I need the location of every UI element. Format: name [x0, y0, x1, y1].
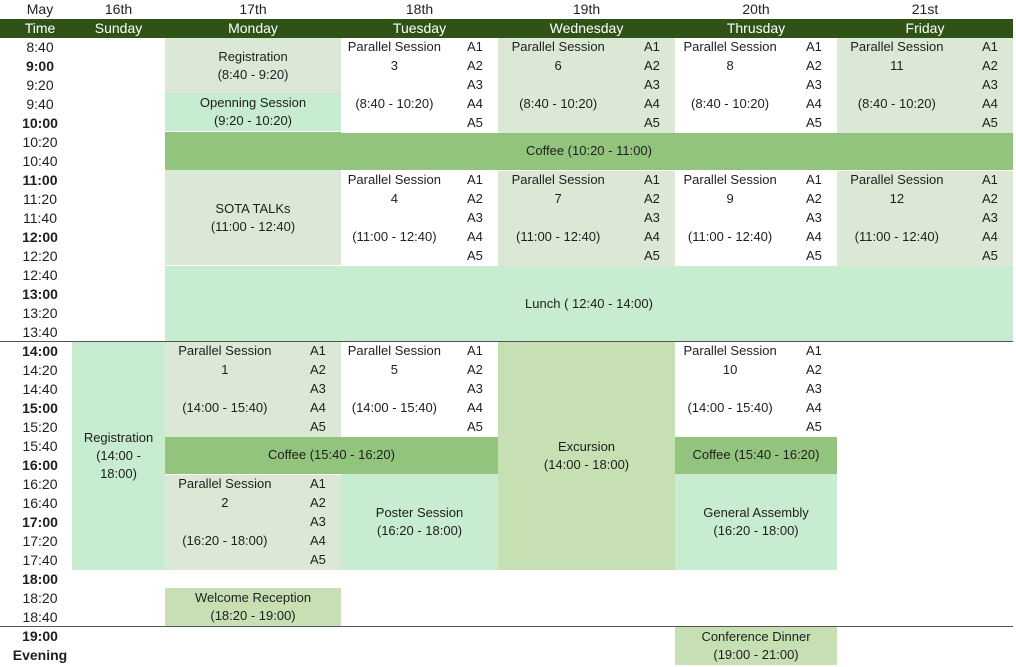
room-label: A2 — [806, 362, 822, 377]
sota-title: SOTA TALKs — [215, 200, 291, 216]
day-header: Wednesday — [498, 19, 675, 38]
room-label: A2 — [982, 58, 998, 73]
opening-session-block — [165, 93, 341, 131]
room-label: A3 — [806, 381, 822, 396]
time-label: 16:40 — [22, 495, 58, 511]
room-label: A1 — [644, 172, 660, 187]
parallel-session-block — [165, 342, 341, 437]
time-label: 9:40 — [26, 96, 54, 112]
room-label: A4 — [644, 229, 660, 244]
welcome-title: Welcome Reception — [194, 590, 312, 605]
dinner-title: Conference Dinner — [701, 629, 811, 644]
time-label: 15:40 — [22, 438, 58, 454]
parallel-session-block — [341, 171, 498, 266]
parallel-session-label: Parallel Session — [511, 172, 605, 187]
time-label: 17:20 — [22, 533, 58, 549]
room-label: A2 — [467, 191, 483, 206]
day-header: Friday — [837, 19, 1013, 38]
parallel-session-number: 8 — [726, 58, 734, 73]
parallel-session-block — [341, 38, 498, 133]
opening-time: (9:20 - 10:20) — [213, 113, 293, 128]
room-label: A3 — [467, 381, 483, 396]
time-label: 18:00 — [22, 571, 58, 587]
room-label: A5 — [310, 552, 326, 567]
evening-divider — [0, 626, 1013, 627]
time-label: 19:00 — [22, 628, 58, 644]
parallel-session-block — [675, 171, 837, 266]
room-label: A2 — [644, 191, 660, 206]
parallel-session-label: Parallel Session — [178, 476, 272, 491]
month-label: May — [26, 1, 54, 17]
room-label: A4 — [806, 400, 822, 415]
day-header: Thrusday — [675, 19, 837, 38]
room-label: A4 — [310, 400, 326, 415]
parallel-session-label: Parallel Session — [850, 172, 944, 187]
afternoon-divider — [0, 341, 1013, 342]
excursion-block — [498, 342, 675, 570]
parallel-session-number: 1 — [221, 362, 229, 377]
room-label: A4 — [644, 96, 660, 111]
room-label: A2 — [982, 191, 998, 206]
excursion-time: (14:00 - 18:00) — [543, 457, 630, 472]
parallel-session-label: Parallel Session — [347, 39, 441, 54]
time-label: 17:40 — [22, 552, 58, 568]
welcome-time: (18:20 - 19:00) — [210, 608, 296, 623]
time-label: 8:40 — [26, 39, 54, 55]
poster-session-block — [341, 474, 498, 570]
time-label: 10:40 — [22, 153, 58, 169]
room-label: A2 — [467, 362, 483, 377]
poster-time: (16:20 - 18:00) — [376, 523, 463, 538]
registration-sun-line3: 18:00) — [100, 466, 137, 481]
parallel-session-time: (8:40 - 10:20) — [691, 96, 770, 111]
room-label: A3 — [310, 514, 326, 529]
room-label: A1 — [806, 343, 822, 358]
room-label: A5 — [806, 419, 822, 434]
room-label: A5 — [806, 248, 822, 263]
coffee-mon-title: Coffee (15:40 - 16:20) — [268, 447, 395, 462]
room-label: A5 — [467, 248, 483, 263]
room-label: A5 — [982, 248, 998, 263]
time-label: 13:40 — [22, 324, 58, 340]
time-label: Evening — [12, 647, 68, 663]
room-label: A5 — [310, 419, 326, 434]
room-label: A1 — [467, 343, 483, 358]
parallel-session-label: Parallel Session — [683, 39, 777, 54]
parallel-session-label: Parallel Session — [178, 343, 272, 358]
time-label: 12:20 — [22, 248, 58, 264]
parallel-session-block — [498, 38, 675, 133]
parallel-session-time: (8:40 - 10:20) — [519, 96, 598, 111]
registration-monday-block — [165, 38, 341, 93]
room-label: A2 — [310, 495, 326, 510]
parallel-session-time: (8:40 - 10:20) — [857, 96, 936, 111]
room-label: A3 — [982, 210, 998, 225]
parallel-session-number: 11 — [890, 58, 904, 73]
assembly-title: General Assembly — [703, 505, 809, 520]
room-label: A1 — [467, 172, 483, 187]
time-label: 16:00 — [22, 457, 58, 473]
registration-title: Registration — [218, 48, 288, 64]
parallel-session-block — [675, 38, 837, 133]
time-label: 9:20 — [26, 77, 54, 93]
parallel-session-label: Parallel Session — [683, 172, 777, 187]
coffee-morning-block — [165, 132, 1013, 170]
sota-time: (11:00 - 12:40) — [210, 218, 296, 234]
room-label: A4 — [806, 96, 822, 111]
coffee-monday-pm-block — [165, 436, 498, 474]
parallel-session-time: (14:00 - 15:40) — [182, 400, 268, 415]
day-header: Monday — [165, 19, 341, 38]
parallel-session-label: Parallel Session — [511, 39, 605, 54]
time-label: 14:00 — [22, 343, 58, 359]
room-label: A2 — [467, 58, 483, 73]
parallel-session-time: (16:20 - 18:00) — [182, 533, 268, 548]
day-header: Sunday — [72, 19, 165, 38]
room-label: A2 — [310, 362, 326, 377]
parallel-session-number: 5 — [390, 362, 398, 377]
room-label: A1 — [806, 39, 822, 54]
time-label: 14:40 — [22, 381, 58, 397]
registration-sunday-block — [72, 342, 165, 570]
parallel-session-time: (14:00 - 15:40) — [687, 400, 773, 415]
room-label: A1 — [644, 39, 660, 54]
room-label: A1 — [310, 343, 326, 358]
coffee-thursday-pm-block — [675, 436, 837, 474]
date-header: 21st — [911, 1, 939, 17]
room-label: A3 — [644, 77, 660, 92]
dinner-time: (19:00 - 21:00) — [713, 647, 799, 662]
parallel-session-number: 10 — [722, 362, 738, 377]
parallel-session-time: (8:40 - 10:20) — [355, 96, 434, 111]
room-label: A3 — [982, 77, 998, 92]
parallel-session-number: 6 — [554, 58, 562, 73]
time-label: 15:20 — [22, 419, 58, 435]
room-label: A2 — [644, 58, 660, 73]
time-label: 18:40 — [22, 609, 58, 625]
parallel-session-number: 12 — [889, 191, 905, 206]
room-label: A4 — [467, 229, 483, 244]
time-label: 11:00 — [22, 172, 58, 188]
parallel-session-time: (11:00 - 12:40) — [352, 229, 437, 244]
date-header: 17th — [239, 1, 267, 17]
parallel-session-number: 9 — [726, 191, 734, 206]
room-label: A4 — [310, 533, 326, 548]
sota-talks-block — [165, 170, 341, 265]
time-label: 15:00 — [22, 400, 58, 416]
conference-dinner-block — [675, 627, 837, 665]
time-column-header: Time — [0, 19, 80, 38]
room-label: A3 — [310, 381, 326, 396]
room-label: A4 — [806, 229, 822, 244]
time-label: 10:00 — [22, 115, 58, 131]
parallel-session-block — [165, 475, 341, 570]
welcome-reception-block — [165, 588, 341, 626]
time-label: 12:00 — [22, 229, 58, 245]
room-label: A4 — [982, 96, 998, 111]
room-label: A3 — [806, 210, 822, 225]
parallel-session-block — [837, 171, 1013, 266]
parallel-session-number: 7 — [554, 191, 562, 206]
room-label: A2 — [806, 58, 822, 73]
room-label: A1 — [982, 172, 998, 187]
time-label: 10:20 — [22, 134, 58, 150]
time-label: 18:20 — [22, 590, 58, 606]
room-label: A5 — [467, 419, 483, 434]
date-header: 16th — [104, 1, 133, 17]
time-label: 11:40 — [23, 210, 57, 226]
room-label: A5 — [806, 115, 822, 130]
room-label: A1 — [982, 39, 998, 54]
time-label: 13:20 — [22, 305, 58, 321]
parallel-session-time: (11:00 - 12:40) — [687, 229, 773, 244]
room-label: A4 — [467, 400, 483, 415]
time-label: 9:00 — [25, 58, 55, 74]
registration-sun-line2: (14:00 - — [96, 448, 141, 463]
opening-title: Openning Session — [199, 95, 307, 110]
excursion-title: Excursion — [557, 439, 616, 454]
room-label: A3 — [806, 77, 822, 92]
room-label: A5 — [644, 115, 660, 130]
registration-time: (8:40 - 9:20) — [217, 66, 289, 82]
date-header: 18th — [405, 1, 434, 17]
parallel-session-time: (11:00 - 12:40) — [516, 229, 601, 244]
parallel-session-number: 4 — [390, 191, 398, 206]
registration-sun-line1: Registration — [83, 430, 154, 445]
lunch-title: Lunch ( 12:40 - 14:00) — [525, 295, 653, 311]
room-label: A1 — [467, 39, 483, 54]
parallel-session-block — [498, 171, 675, 266]
poster-title: Poster Session — [375, 505, 464, 520]
assembly-time: (16:20 - 18:00) — [713, 523, 799, 538]
parallel-session-label: Parallel Session — [683, 343, 777, 358]
lunch-block — [165, 266, 1013, 341]
parallel-session-time: (14:00 - 15:40) — [351, 400, 438, 415]
general-assembly-block — [675, 474, 837, 570]
time-label: 13:00 — [22, 286, 58, 302]
room-label: A4 — [982, 229, 998, 244]
parallel-session-block — [675, 342, 837, 437]
room-label: A3 — [644, 210, 660, 225]
room-label: A3 — [467, 77, 483, 92]
room-label: A1 — [310, 476, 326, 491]
day-header: Tuesday — [341, 19, 498, 38]
time-label: 16:20 — [22, 476, 58, 492]
date-header: 20th — [742, 1, 770, 17]
parallel-session-number: 3 — [390, 58, 398, 73]
parallel-session-label: Parallel Session — [347, 343, 441, 358]
parallel-session-number: 2 — [221, 495, 229, 510]
parallel-session-block — [837, 38, 1013, 133]
time-label: 12:40 — [22, 267, 58, 283]
parallel-session-time: (11:00 - 12:40) — [854, 229, 939, 244]
coffee-morning-title: Coffee (10:20 - 11:00) — [526, 143, 652, 158]
time-label: 17:00 — [22, 514, 58, 530]
room-label: A3 — [467, 210, 483, 225]
room-label: A4 — [467, 96, 483, 111]
room-label: A5 — [644, 248, 660, 263]
time-label: 14:20 — [22, 362, 58, 378]
room-label: A2 — [806, 191, 822, 206]
room-label: A5 — [982, 115, 998, 130]
parallel-session-block — [341, 342, 498, 437]
parallel-session-label: Parallel Session — [347, 172, 441, 187]
room-label: A5 — [467, 115, 483, 130]
time-label: 11:20 — [23, 191, 57, 207]
parallel-session-label: Parallel Session — [850, 39, 944, 54]
room-label: A1 — [806, 172, 822, 187]
date-header: 19th — [572, 1, 601, 17]
coffee-thu-title: Coffee (15:40 - 16:20) — [692, 447, 820, 462]
